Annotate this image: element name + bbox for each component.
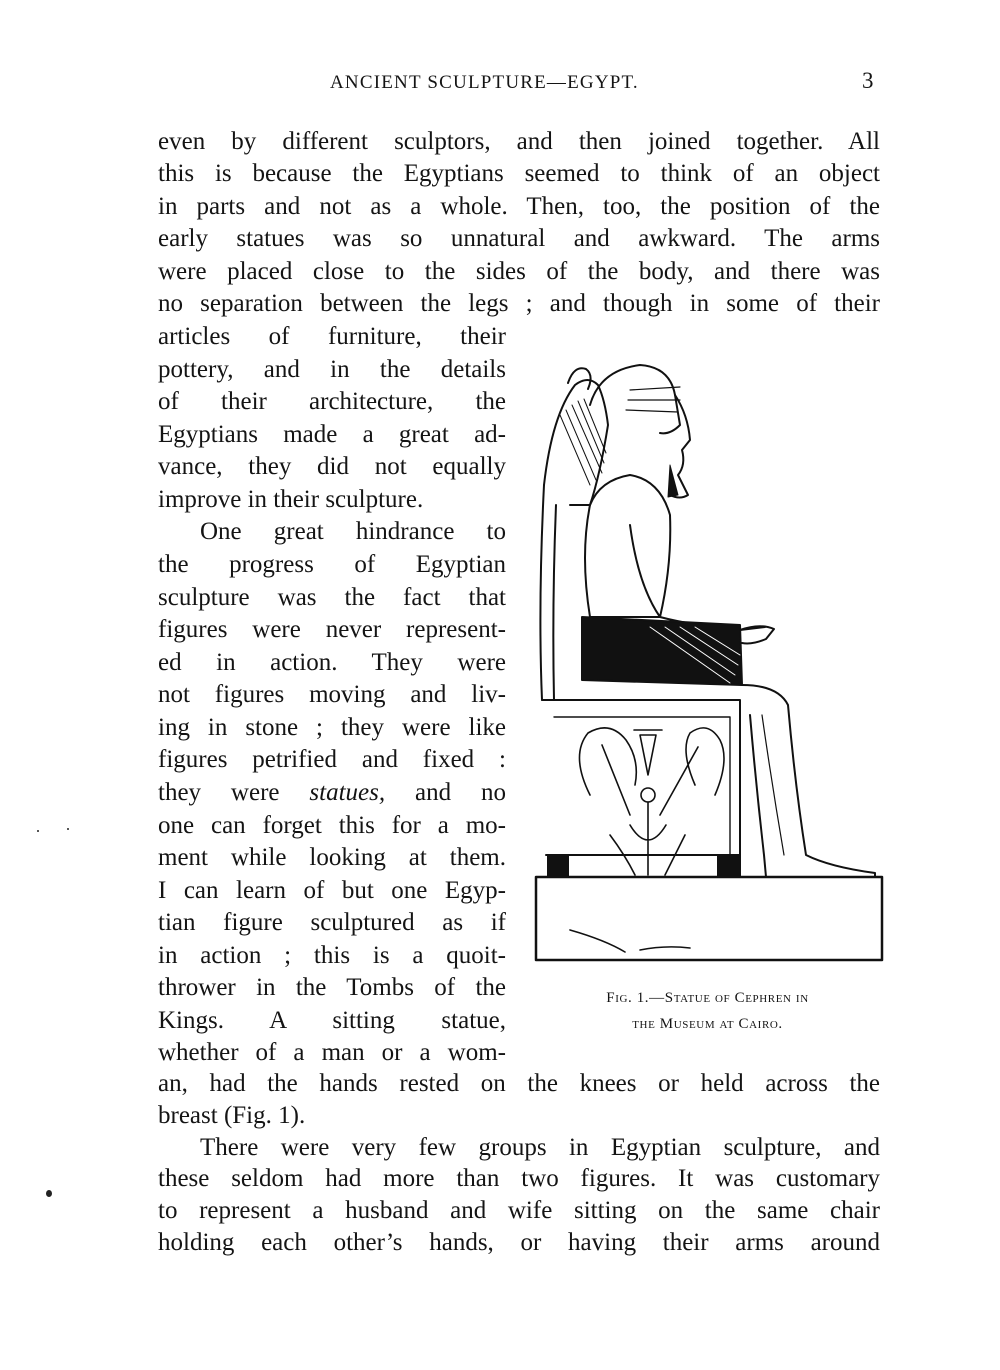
text-line: no separation between the legs ; and though in some of their	[158, 290, 880, 317]
text-line: vance, they did not equally	[158, 453, 506, 480]
text-line: articles of furniture, their	[158, 323, 506, 350]
text-line: pottery, and in the details	[158, 356, 506, 383]
figure-caption	[525, 985, 890, 1037]
caption-line: the Museum at Cairo.	[632, 1016, 783, 1032]
text-line: figures petrified and fixed :	[158, 746, 506, 773]
text-line: holding each other’s hands, or having their arms around	[158, 1229, 880, 1256]
text-run: they were	[158, 779, 310, 806]
throne-stems	[610, 802, 685, 875]
text-line: ment while looking at them.	[158, 844, 506, 871]
text-line: even by different sculptors, and then joined together. All	[158, 128, 880, 155]
throne-left-leg	[548, 855, 568, 877]
text-line: improve in their sculpture.	[158, 486, 424, 513]
text-line: whether of a man or a wom-	[158, 1039, 506, 1066]
statue-nemes-stripes	[626, 387, 680, 412]
text-line	[158, 777, 506, 809]
text-line: of their architecture, the	[158, 388, 506, 415]
text-line: I can learn of but one Egyp-	[158, 877, 506, 904]
text-line: these seldom had more than two figures. It was customary	[158, 1165, 880, 1192]
statue-beard	[668, 465, 678, 497]
text-line: figures were never represent-	[158, 616, 506, 643]
throne-back	[540, 485, 556, 700]
throne-knot	[641, 788, 655, 802]
text-line: sculpture was the fact that	[158, 584, 506, 611]
throne-seat	[542, 700, 740, 855]
text-line: Kings. A sitting statue,	[158, 1007, 506, 1034]
statue-torso	[585, 475, 670, 617]
text-line: this is because the Egyptians seemed to think of an object	[158, 160, 880, 187]
text-line: breast (Fig. 1).	[158, 1102, 306, 1129]
hawk-head	[568, 368, 591, 389]
statue-leg	[742, 685, 875, 877]
text-line: in action ; this is a quoit-	[158, 942, 506, 969]
running-head: ANCIENT SCULPTURE—EGYPT.	[330, 72, 639, 93]
text-line: tian figure sculptured as if	[158, 909, 506, 936]
text-line: one can forget this for a mo-	[158, 812, 506, 839]
text-line: to represent a husband and wife sitting on the same chair	[158, 1197, 880, 1224]
throne-lotus-center	[634, 730, 662, 775]
text-line: were placed close to the sides of the body, and there was	[158, 258, 880, 285]
text-line: an, had the hands rested on the knees or held across the	[158, 1070, 880, 1097]
page-speck	[37, 830, 39, 832]
throne-seat-inner	[554, 717, 730, 855]
base-block	[536, 877, 882, 960]
text-line: ed in action. They were	[158, 649, 506, 676]
page-number: 3	[862, 68, 874, 93]
statue-arm	[630, 525, 765, 630]
throne-right-leg	[718, 855, 740, 877]
caption-line: Fig. 1.—Statue of Cephren in	[606, 990, 809, 1006]
base-crack	[570, 930, 690, 952]
text-line: ing in stone ; they were like	[158, 714, 506, 741]
text-line: the progress of Egyptian	[158, 551, 506, 578]
statue-illustration	[530, 355, 885, 975]
text-line: thrower in the Tombs of the	[158, 974, 506, 1001]
statue-shin-line	[762, 715, 784, 855]
text-line: early statues was so unnatural and awkward. The arms	[158, 225, 880, 252]
throne-papyrus-right	[660, 728, 724, 815]
page-speck	[46, 1190, 52, 1197]
italic-word: statues,	[309, 779, 386, 806]
text-line: There were very few groups in Egyptian sculpture, and	[200, 1134, 880, 1161]
hawk-wing	[544, 380, 608, 505]
text-line: One great hindrance to	[200, 518, 506, 545]
text-line: in parts and not as a whole. Then, too, the position of the	[158, 193, 880, 220]
throne-papyrus-left	[579, 728, 636, 815]
text-run: and no	[385, 779, 506, 806]
text-line: Egyptians made a great ad-	[158, 421, 506, 448]
figure-statue-of-cephren	[530, 355, 885, 975]
page-speck	[67, 828, 69, 830]
text-line: not figures moving and liv-	[158, 681, 506, 708]
